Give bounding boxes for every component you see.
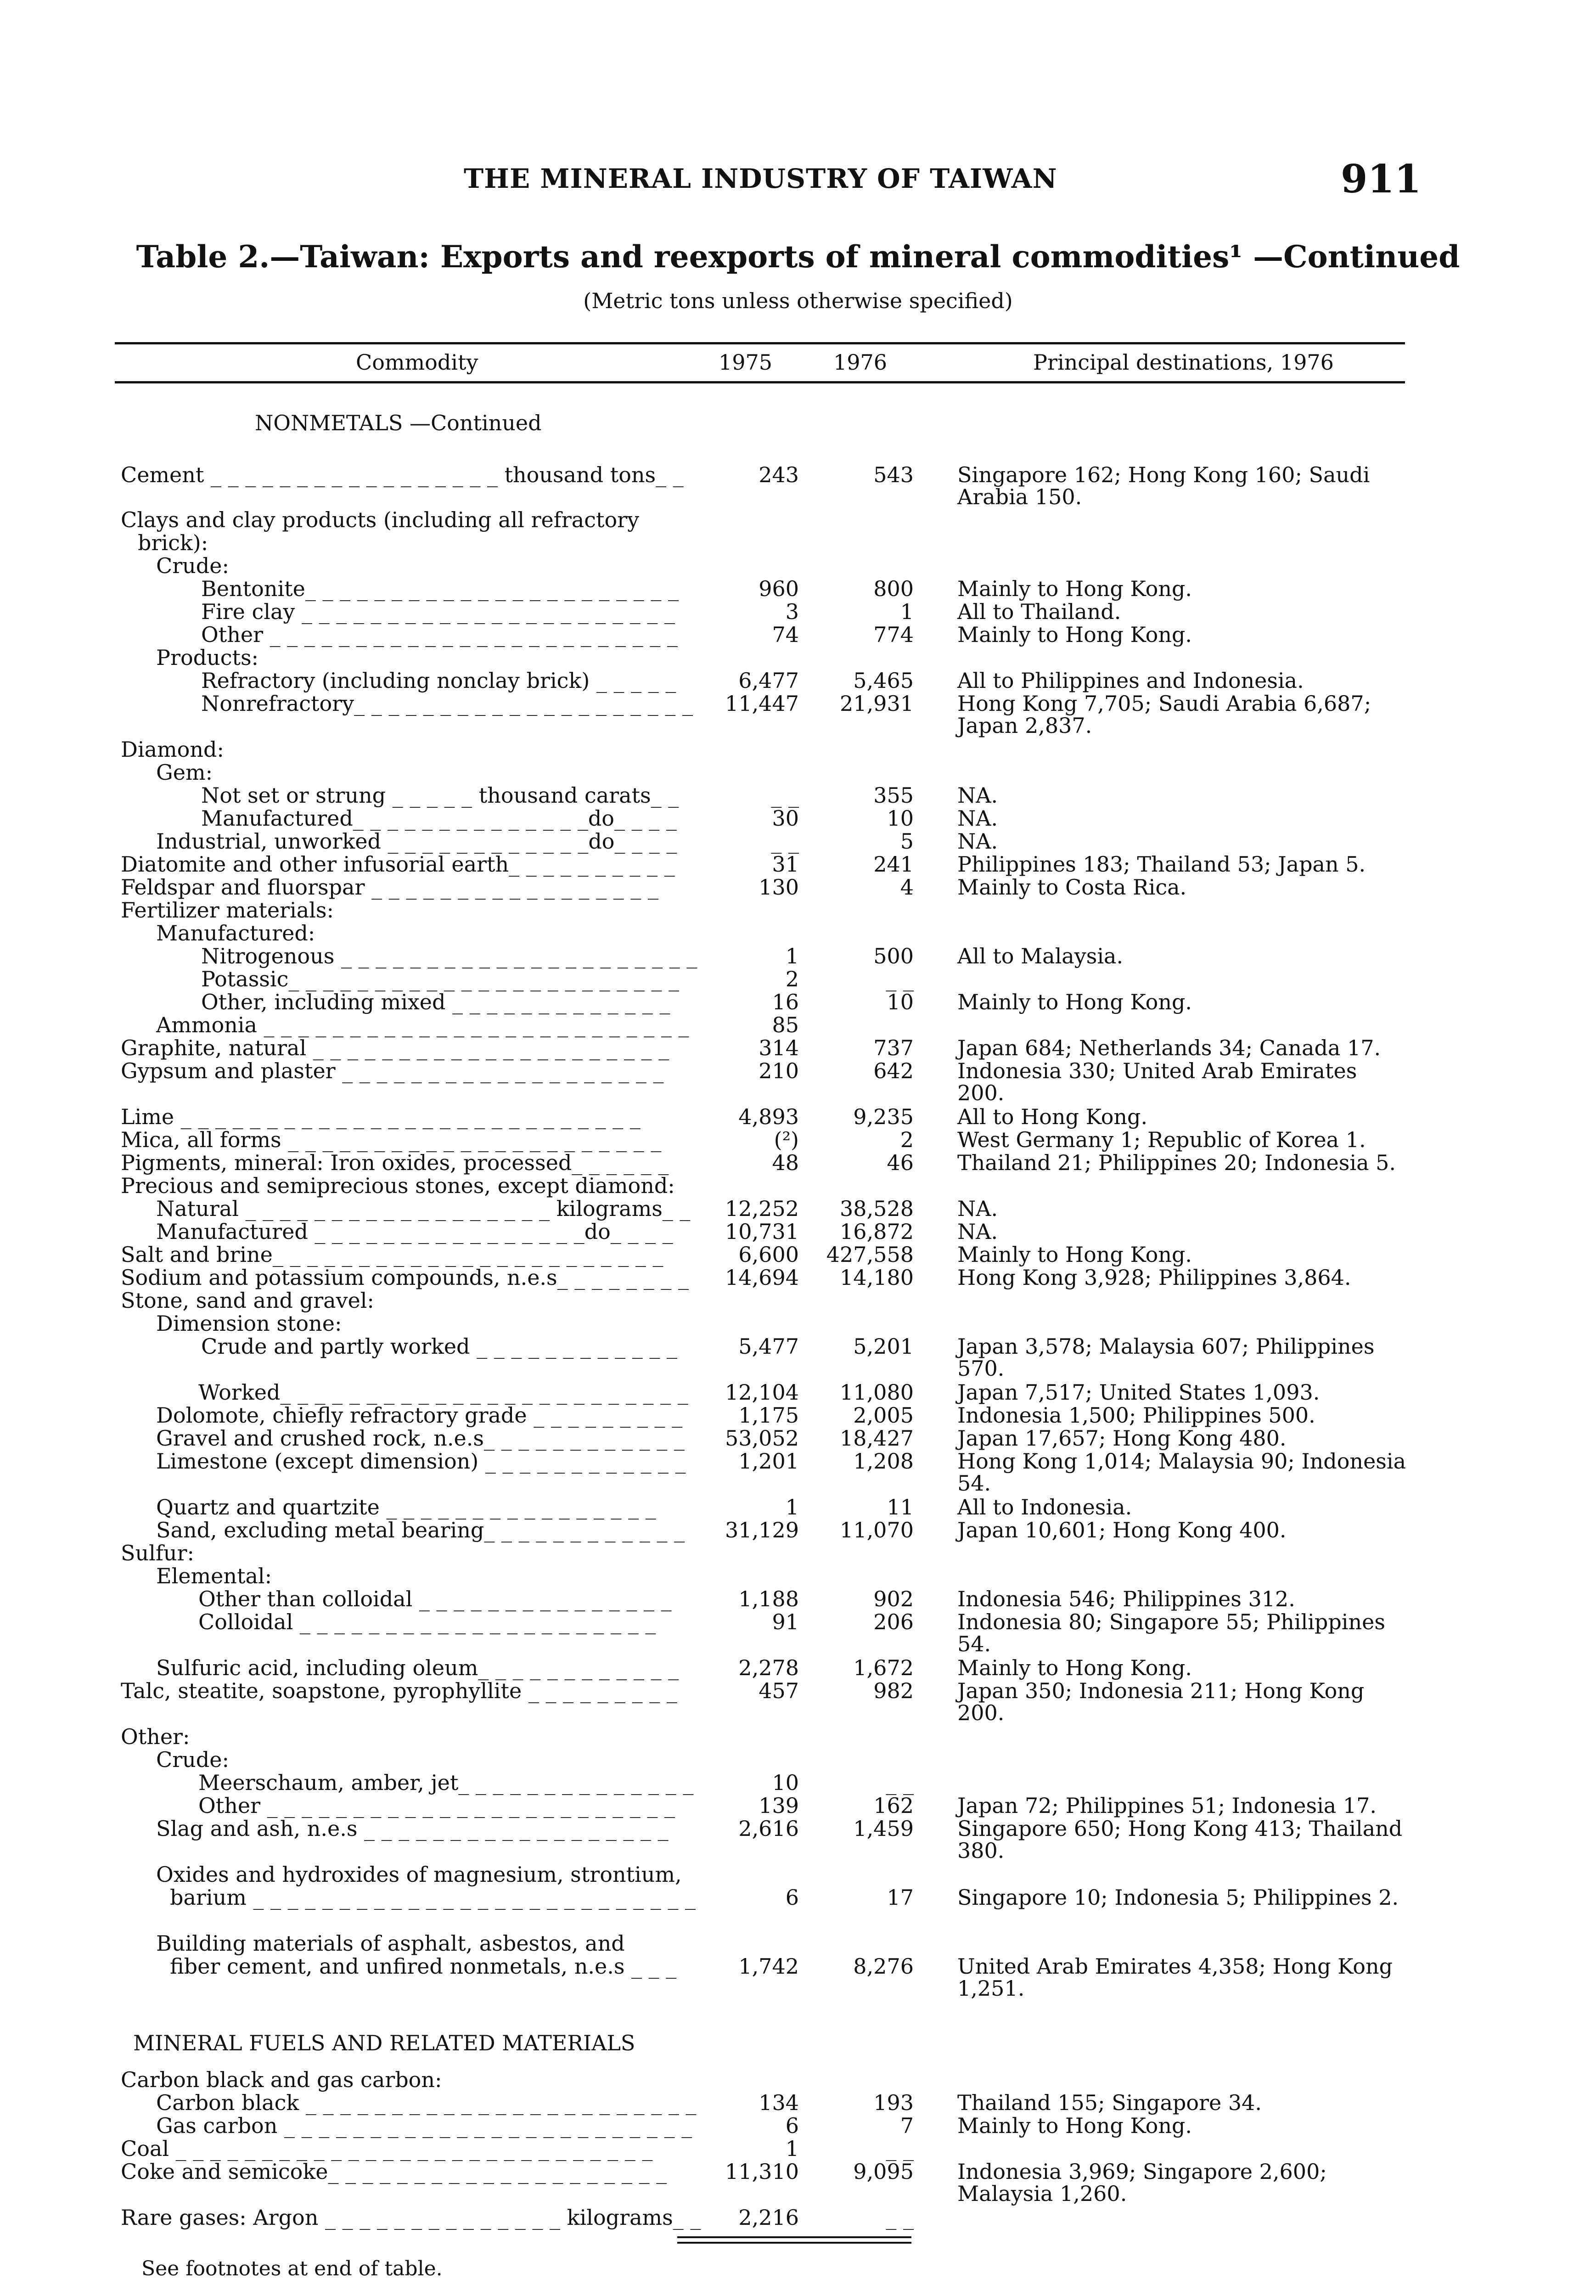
value-1976: _ _ xyxy=(886,967,914,991)
value-1976: 21,931 xyxy=(840,691,914,716)
principal-destinations: All to Thailand. xyxy=(957,599,1121,624)
value-1975: 10,731 xyxy=(725,1219,799,1244)
col-header-1975: 1975 xyxy=(719,350,773,375)
principal-destinations: Hong Kong 1,014; Malaysia 90; Indonesia 54. xyxy=(957,1449,1406,1496)
commodity-label: Not set or strung _ _ _ _ _ thousand carats_ _ xyxy=(201,783,679,808)
value-1975: 130 xyxy=(759,875,799,900)
commodity-label: Other than colloidal _ _ _ _ _ _ _ _ _ _ _ _ _ _ _ xyxy=(198,1587,672,1611)
value-1976: 18,427 xyxy=(840,1426,914,1451)
principal-destinations: NA. xyxy=(957,1219,998,1244)
value-1975: 3 xyxy=(785,599,799,624)
commodity-label: Quartz and quartzite _ _ _ _ _ _ _ _ _ _ _ _ _ _ _ _ xyxy=(156,1495,656,1519)
principal-destinations: Hong Kong 7,705; Saudi Arabia 6,687; Japan 2,837. xyxy=(957,691,1371,738)
value-1976: 2,005 xyxy=(853,1403,914,1428)
value-1976: 1,208 xyxy=(853,1449,914,1474)
principal-destinations: Indonesia 546; Philippines 312. xyxy=(957,1587,1295,1611)
commodity-label: Crude and partly worked _ _ _ _ _ _ _ _ _ _ _ _ xyxy=(201,1334,677,1359)
value-1975: 31,129 xyxy=(725,1518,799,1542)
value-1975: 1 xyxy=(785,1495,799,1519)
commodity-label: Other _ _ _ _ _ _ _ _ _ _ _ _ _ _ _ _ _ _ _ _ _ _ _ _ xyxy=(198,1793,675,1818)
principal-destinations: NA. xyxy=(957,806,998,831)
commodity-label: Manufactured_ _ _ _ _ _ _ _ _ _ _ _ _ _do_ _ _ _ xyxy=(201,806,677,831)
value-1975: 1,742 xyxy=(738,1954,799,1979)
commodity-label: Elemental: xyxy=(156,1564,272,1588)
commodity-label: Coke and semicoke_ _ _ _ _ _ _ _ _ _ _ _ _ _ _ _ _ _ _ _ xyxy=(121,2159,667,2184)
value-1976: 2 xyxy=(900,1127,914,1152)
value-1976: 10 xyxy=(887,806,914,831)
value-1976: 10 xyxy=(887,990,914,1014)
principal-destinations: West Germany 1; Republic of Korea 1. xyxy=(957,1127,1366,1152)
commodity-label: Crude: xyxy=(156,553,229,578)
value-1975: 31 xyxy=(772,852,799,877)
principal-destinations: NA. xyxy=(957,1196,998,1221)
col-header-commodity: Commodity xyxy=(356,350,478,375)
commodity-label: Gravel and crushed rock, n.e.s_ _ _ _ _ _ _ _ _ _ _ _ xyxy=(156,1426,685,1451)
principal-destinations: Indonesia 3,969; Singapore 2,600; Malaysia 1,260. xyxy=(957,2159,1327,2206)
commodity-label: Oxides and hydroxides of magnesium, strontium, xyxy=(156,1862,682,1887)
section-heading: MINERAL FUELS AND RELATED MATERIALS xyxy=(133,2031,635,2055)
principal-destinations: Mainly to Hong Kong. xyxy=(957,1655,1192,1680)
value-1976: 38,528 xyxy=(840,1196,914,1221)
value-1976: 642 xyxy=(873,1058,914,1083)
commodity-label: Industrial, unworked _ _ _ _ _ _ _ _ _ _ _ _do_ _ _ _ xyxy=(156,829,677,854)
value-1975: 11,310 xyxy=(725,2159,799,2184)
value-1975: 1 xyxy=(785,2136,799,2161)
value-1975: 2,278 xyxy=(738,1655,799,1680)
commodity-label: Precious and semiprecious stones, except diamond: xyxy=(121,1173,675,1198)
commodity-label: Carbon black and gas carbon: xyxy=(121,2067,442,2092)
principal-destinations: Singapore 162; Hong Kong 160; Saudi Arabia 150. xyxy=(957,462,1370,509)
commodity-label: Other: xyxy=(121,1724,190,1749)
value-1976: 800 xyxy=(873,576,914,601)
principal-destinations: All to Philippines and Indonesia. xyxy=(957,668,1304,693)
principal-destinations: Thailand 155; Singapore 34. xyxy=(957,2090,1262,2115)
principal-destinations: Japan 350; Indonesia 211; Hong Kong 200. xyxy=(957,1678,1365,1725)
commodity-label: Coal _ _ _ _ _ _ _ _ _ _ _ _ _ _ _ _ _ _ _ _ _ _ _ _ _ _ _ _ xyxy=(121,2136,653,2161)
commodity-label: Worked_ _ _ _ _ _ _ _ _ _ _ _ _ _ _ _ _ _ _ _ _ _ _ _ xyxy=(198,1380,688,1405)
principal-destinations: Mainly to Hong Kong. xyxy=(957,576,1192,601)
col-header-destinations: Principal destinations, 1976 xyxy=(1033,350,1334,375)
value-1976: 1 xyxy=(900,599,914,624)
value-1976: 1,672 xyxy=(853,1655,914,1680)
commodity-label: Gypsum and plaster _ _ _ _ _ _ _ _ _ _ _ _ _ _ _ _ _ _ _ xyxy=(121,1058,664,1083)
value-1975: 48 xyxy=(772,1150,799,1175)
principal-destinations: Japan 3,578; Malaysia 607; Philippines 570. xyxy=(957,1334,1375,1381)
commodity-label: Diatomite and other infusorial earth_ _ _ _ _ _ _ _ _ _ xyxy=(121,852,675,877)
value-1975: 10 xyxy=(772,1770,799,1795)
section-heading: NONMETALS —Continued xyxy=(255,411,542,435)
value-1975: 74 xyxy=(772,622,799,647)
value-1975: 1 xyxy=(785,944,799,968)
value-1975: 1,201 xyxy=(738,1449,799,1474)
value-1975: 2,216 xyxy=(738,2205,799,2230)
commodity-label: Sulfur: xyxy=(121,1541,194,1565)
commodity-label: brick): xyxy=(138,530,208,555)
commodity-label: Nonrefractory_ _ _ _ _ _ _ _ _ _ _ _ _ _ _ _ _ _ _ _ xyxy=(201,691,693,716)
value-1976: 500 xyxy=(873,944,914,968)
commodity-label: Ammonia _ _ _ _ _ _ _ _ _ _ _ _ _ _ _ _ _ _ _ _ _ _ _ _ _ xyxy=(156,1013,689,1037)
footnote: See footnotes at end of table. xyxy=(141,2257,443,2280)
value-1975: 314 xyxy=(759,1035,799,1060)
value-1975: 5,477 xyxy=(738,1334,799,1359)
value-1976: 14,180 xyxy=(840,1265,914,1290)
commodity-label: Meerschaum, amber, jet_ _ _ _ _ _ _ _ _ _ _ _ _ _ xyxy=(198,1770,694,1795)
value-1975: 1,188 xyxy=(738,1587,799,1611)
principal-destinations: Singapore 650; Hong Kong 413; Thailand 380. xyxy=(957,1816,1403,1863)
commodity-label: Fertilizer materials: xyxy=(121,898,334,923)
commodity-label: Pigments, mineral: Iron oxides, processed_ _ _ _ _ _ xyxy=(121,1150,669,1175)
value-1976: 427,558 xyxy=(826,1242,914,1267)
principal-destinations: Japan 72; Philippines 51; Indonesia 17. xyxy=(957,1793,1377,1818)
total-rule xyxy=(677,2242,911,2244)
commodity-label: Salt and brine_ _ _ _ _ _ _ _ _ _ _ _ _ _ _ _ _ _ _ _ _ _ _ xyxy=(121,1242,663,1267)
commodity-label: barium _ _ _ _ _ _ _ _ _ _ _ _ _ _ _ _ _ _ _ _ _ _ _ _ _ _ xyxy=(170,1885,696,1910)
value-1976: 737 xyxy=(873,1035,914,1060)
value-1975: 6,600 xyxy=(738,1242,799,1267)
page-number: 911 xyxy=(1341,156,1422,202)
principal-destinations: Japan 684; Netherlands 34; Canada 17. xyxy=(957,1035,1381,1060)
value-1975: (²) xyxy=(774,1127,799,1152)
value-1975: 85 xyxy=(772,1013,799,1037)
principal-destinations: United Arab Emirates 4,358; Hong Kong 1,251. xyxy=(957,1954,1393,2001)
commodity-label: Fire clay _ _ _ _ _ _ _ _ _ _ _ _ _ _ _ _ _ _ _ _ _ _ xyxy=(201,599,675,624)
value-1976: 5,201 xyxy=(853,1334,914,1359)
principal-destinations: Mainly to Hong Kong. xyxy=(957,622,1192,647)
commodity-label: Gem: xyxy=(156,760,213,785)
value-1975: 4,893 xyxy=(738,1104,799,1129)
value-1976: 543 xyxy=(873,462,914,487)
commodity-label: Dimension stone: xyxy=(156,1311,342,1336)
value-1975: 16 xyxy=(772,990,799,1014)
value-1976: 193 xyxy=(873,2090,914,2115)
value-1976: 11,070 xyxy=(840,1518,914,1542)
value-1975: 12,252 xyxy=(725,1196,799,1221)
commodity-label: Manufactured: xyxy=(156,921,315,945)
value-1976: 46 xyxy=(887,1150,914,1175)
table-subcaption: (Metric tons unless otherwise specified) xyxy=(583,288,1013,313)
value-1976: 9,235 xyxy=(853,1104,914,1129)
value-1976: 902 xyxy=(873,1587,914,1611)
table-caption: Table 2.—Taiwan: Exports and reexports of mineral commodities¹ —Continued xyxy=(136,239,1460,275)
value-1976: 11 xyxy=(887,1495,914,1519)
principal-destinations: Indonesia 80; Singapore 55; Philippines 54. xyxy=(957,1609,1385,1656)
value-1975: 960 xyxy=(759,576,799,601)
principal-destinations: Japan 17,657; Hong Kong 480. xyxy=(957,1426,1287,1451)
commodity-label: fiber cement, and unfired nonmetals, n.e.s _ _ _ xyxy=(170,1954,677,1979)
commodity-label: Manufactured _ _ _ _ _ _ _ _ _ _ _ _ _ _ _ _do_ _ _ _ xyxy=(156,1219,673,1244)
value-1976: _ _ xyxy=(886,2136,914,2161)
principal-destinations: NA. xyxy=(957,783,998,808)
value-1976: 4 xyxy=(900,875,914,900)
value-1976: 355 xyxy=(873,783,914,808)
value-1976: 774 xyxy=(873,622,914,647)
commodity-label: Lime _ _ _ _ _ _ _ _ _ _ _ _ _ _ _ _ _ _ _ _ _ _ _ _ _ _ _ xyxy=(121,1104,641,1129)
value-1976: 16,872 xyxy=(840,1219,914,1244)
commodity-label: Sand, excluding metal bearing_ _ _ _ _ _ _ _ _ _ _ _ xyxy=(156,1518,685,1542)
value-1975: 2 xyxy=(785,967,799,991)
col-header-1976: 1976 xyxy=(833,350,888,375)
commodity-label: Sulfuric acid, including oleum_ _ _ _ _ _ _ _ _ _ _ _ xyxy=(156,1655,679,1680)
commodity-label: Natural _ _ _ _ _ _ _ _ _ _ _ _ _ _ _ _ _ _ kilograms_ _ xyxy=(156,1196,691,1221)
commodity-label: Cement _ _ _ _ _ _ _ _ _ _ _ _ _ _ _ _ _ thousand tons_ _ xyxy=(121,462,684,487)
principal-destinations: Mainly to Costa Rica. xyxy=(957,875,1187,900)
value-1975: 457 xyxy=(759,1678,799,1703)
value-1976: 8,276 xyxy=(853,1954,914,1979)
value-1975: 91 xyxy=(772,1609,799,1634)
commodity-label: Diamond: xyxy=(121,737,224,762)
value-1976: 17 xyxy=(887,1885,914,1910)
value-1975: 12,104 xyxy=(725,1380,799,1405)
commodity-label: Products: xyxy=(156,645,259,670)
commodity-label: Stone, sand and gravel: xyxy=(121,1288,374,1313)
value-1976: 11,080 xyxy=(840,1380,914,1405)
commodity-label: Graphite, natural _ _ _ _ _ _ _ _ _ _ _ _ _ _ _ _ _ _ _ _ _ xyxy=(121,1035,669,1060)
value-1975: 134 xyxy=(759,2090,799,2115)
value-1976: 1,459 xyxy=(853,1816,914,1841)
value-1976: 241 xyxy=(873,852,914,877)
commodity-label: Clays and clay products (including all refractory xyxy=(121,507,640,532)
commodity-label: Building materials of asphalt, asbestos, and xyxy=(156,1931,625,1956)
principal-destinations: Japan 10,601; Hong Kong 400. xyxy=(957,1518,1287,1542)
value-1976: 982 xyxy=(873,1678,914,1703)
commodity-label: Feldspar and fluorspar _ _ _ _ _ _ _ _ _ _ _ _ _ _ _ _ _ xyxy=(121,875,659,900)
value-1976: 9,095 xyxy=(853,2159,914,2184)
principal-destinations: Philippines 183; Thailand 53; Japan 5. xyxy=(957,852,1366,877)
commodity-label: Refractory (including nonclay brick) _ _ _ _ _ xyxy=(201,668,676,693)
principal-destinations: Indonesia 330; United Arab Emirates 200. xyxy=(957,1058,1357,1105)
commodity-label: Gas carbon _ _ _ _ _ _ _ _ _ _ _ _ _ _ _ _ _ _ _ _ _ _ _ _ xyxy=(156,2113,692,2138)
value-1975: 53,052 xyxy=(725,1426,799,1451)
principal-destinations: NA. xyxy=(957,829,998,854)
value-1976: 206 xyxy=(873,1609,914,1634)
value-1975: 139 xyxy=(759,1793,799,1818)
value-1976: 162 xyxy=(873,1793,914,1818)
value-1975: 2,616 xyxy=(738,1816,799,1841)
commodity-label: Other _ _ _ _ _ _ _ _ _ _ _ _ _ _ _ _ _ _ _ _ _ _ _ _ xyxy=(201,622,678,647)
principal-destinations: All to Indonesia. xyxy=(957,1495,1132,1519)
principal-destinations: Singapore 10; Indonesia 5; Philippines 2. xyxy=(957,1885,1399,1910)
commodity-label: Carbon black _ _ _ _ _ _ _ _ _ _ _ _ _ _ _ _ _ _ _ _ _ _ _ xyxy=(156,2090,697,2115)
running-header-title: THE MINERAL INDUSTRY OF TAIWAN xyxy=(464,163,1057,194)
value-1976: _ _ xyxy=(886,2205,914,2230)
commodity-label: Talc, steatite, soapstone, pyrophyllite _ _ _ _ _ _ _ _ _ xyxy=(121,1678,677,1703)
commodity-label: Limestone (except dimension) _ _ _ _ _ _ _ _ _ _ _ _ xyxy=(156,1449,686,1474)
commodity-label: Slag and ash, n.e.s _ _ _ _ _ _ _ _ _ _ _ _ _ _ _ _ _ _ xyxy=(156,1816,669,1841)
commodity-label: Rare gases: Argon _ _ _ _ _ _ _ _ _ _ _ _ _ _ kilograms_ _ xyxy=(121,2205,701,2230)
principal-destinations: Mainly to Hong Kong. xyxy=(957,2113,1192,2138)
value-1975: 30 xyxy=(772,806,799,831)
value-1975: 1,175 xyxy=(738,1403,799,1428)
commodity-label: Other, including mixed _ _ _ _ _ _ _ _ _ _ _ _ _ xyxy=(201,990,670,1014)
value-1975: 11,447 xyxy=(725,691,799,716)
commodity-label: Nitrogenous _ _ _ _ _ _ _ _ _ _ _ _ _ _ _ _ _ _ _ _ _ xyxy=(201,944,697,968)
principal-destinations: Indonesia 1,500; Philippines 500. xyxy=(957,1403,1315,1428)
commodity-label: Potassic_ _ _ _ _ _ _ _ _ _ _ _ _ _ _ _ _ _ _ _ _ _ _ xyxy=(201,967,680,991)
value-1975: _ _ xyxy=(771,829,799,854)
commodity-label: Crude: xyxy=(156,1747,229,1772)
value-1976: _ _ xyxy=(886,1770,914,1795)
value-1975: 6,477 xyxy=(738,668,799,693)
total-rule xyxy=(677,2236,911,2238)
value-1976: 5 xyxy=(900,829,914,854)
value-1975: 6 xyxy=(785,2113,799,2138)
principal-destinations: All to Hong Kong. xyxy=(957,1104,1148,1129)
commodity-label: Mica, all forms _ _ _ _ _ _ _ _ _ _ _ _ _ _ _ _ _ _ _ _ _ _ xyxy=(121,1127,662,1152)
principal-destinations: Japan 7,517; United States 1,093. xyxy=(957,1380,1320,1405)
value-1975: 14,694 xyxy=(725,1265,799,1290)
commodity-label: Colloidal _ _ _ _ _ _ _ _ _ _ _ _ _ _ _ _ _ _ _ _ _ xyxy=(198,1609,656,1634)
value-1975: _ _ xyxy=(771,783,799,808)
principal-destinations: Thailand 21; Philippines 20; Indonesia 5. xyxy=(957,1150,1396,1175)
value-1975: 243 xyxy=(759,462,799,487)
commodity-label: Dolomote, chiefly refractory grade _ _ _ _ _ _ _ _ _ xyxy=(156,1403,683,1428)
value-1975: 210 xyxy=(759,1058,799,1083)
value-1975: 6 xyxy=(785,1885,799,1910)
commodity-label: Sodium and potassium compounds, n.e.s_ _ _ _ _ _ _ _ xyxy=(121,1265,689,1290)
principal-destinations: All to Malaysia. xyxy=(957,944,1124,968)
principal-destinations: Mainly to Hong Kong. xyxy=(957,990,1192,1014)
value-1976: 5,465 xyxy=(853,668,914,693)
principal-destinations: Mainly to Hong Kong. xyxy=(957,1242,1192,1267)
value-1976: 7 xyxy=(900,2113,914,2138)
commodity-label: Bentonite_ _ _ _ _ _ _ _ _ _ _ _ _ _ _ _ _ _ _ _ _ _ xyxy=(201,576,679,601)
principal-destinations: Hong Kong 3,928; Philippines 3,864. xyxy=(957,1265,1351,1290)
